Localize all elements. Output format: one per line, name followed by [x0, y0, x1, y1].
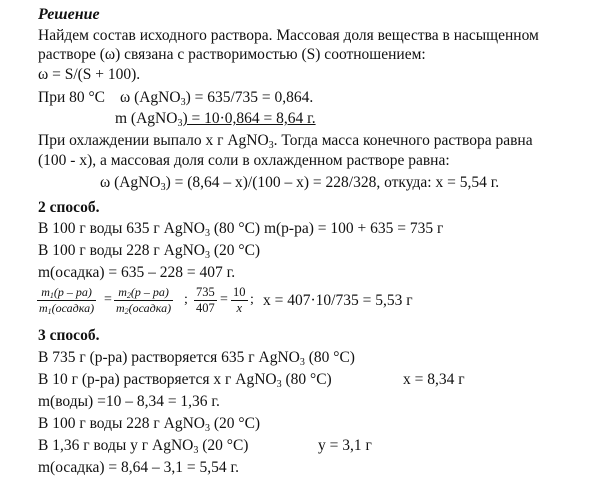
method2-line-3: m(осадка) = 635 – 228 = 407 г. [38, 264, 236, 281]
method3-title: 3 способ. [38, 327, 100, 344]
subscript: 2 [126, 291, 131, 300]
method3-y-result: y = 3,1 г [318, 437, 372, 454]
cooling-line-1-end: . Тогда масса конечного раствора равна [273, 132, 533, 149]
fraction-1 [37, 286, 96, 315]
intro-line-2: растворе (ω) связана с растворимостью (S) соотношением: [38, 46, 426, 63]
method3-line-2 [38, 371, 332, 389]
method2-line-1-start: В 100 г воды 635 г AgNO [38, 220, 205, 237]
fraction-1-den-text: (осадка) [51, 301, 95, 315]
method3-line-2-start: В 10 г (р-ра) растворяется x г AgNO [38, 371, 277, 388]
omega-expr-start: ω (AgNO [120, 89, 181, 106]
subscript: 1 [49, 291, 54, 300]
method3-line-4 [38, 415, 260, 433]
method2-line-2-end: (20 °C) [209, 242, 261, 259]
fraction-4-denominator: x [236, 301, 243, 315]
method3-line-2-end: (80 °C) [281, 371, 332, 388]
fraction-3-denominator: 407 [196, 301, 215, 315]
method3-line-1 [38, 349, 355, 367]
fraction-3-numerator: 735 [196, 285, 215, 299]
subscript: 3 [276, 379, 282, 390]
method3-line-5-end: (20 °C) [198, 437, 249, 454]
method3-line-4-end: (20 °C) [209, 415, 261, 432]
fraction-2-numerator [116, 286, 171, 299]
method2-line-2-start: В 100 г воды 228 г AgNO [38, 242, 205, 259]
subscript: 3 [204, 250, 210, 261]
cooling-line-3 [100, 174, 499, 192]
method3-line-5-start: В 1,36 г воды y г AgNO [38, 437, 194, 454]
cooling-line-1 [38, 132, 533, 150]
subscript: 3 [204, 423, 210, 434]
method3-line-6: m(осадка) = 8,64 – 3,1 = 5,54 г. [38, 459, 239, 476]
method2-result: x = 407·10/735 = 5,53 г [263, 292, 413, 309]
method2-line-1-end: (80 °C) m(р-ра) = 100 + 635 = 735 г [209, 220, 444, 237]
fraction-2-denominator [114, 302, 173, 315]
fraction-4 [231, 286, 248, 315]
method2-line-1 [38, 220, 443, 238]
subscript: 3 [299, 357, 305, 368]
subscript: 2 [124, 307, 129, 316]
fraction-2 [114, 286, 173, 315]
subscript: 3 [204, 228, 210, 239]
method2-line-2 [38, 242, 260, 260]
mass-symbol: m [41, 285, 50, 299]
equals-sign: = [104, 292, 112, 307]
intro-line-1: Найдем состав исходного раствора. Массовая доля вещества в насыщенном [38, 27, 539, 44]
method3-line-4-start: В 100 г воды 228 г AgNO [38, 415, 205, 432]
step80-mass [115, 110, 316, 128]
mass-symbol: m [118, 285, 127, 299]
subscript: 1 [47, 307, 52, 316]
intro-line-3: ω = S/(S + 100). [38, 66, 141, 83]
method3-x-result: x = 8,34 г [403, 371, 465, 388]
fraction-2-den-text: (осадка) [128, 301, 172, 315]
fraction-2-num-text: (р – ра) [130, 285, 169, 299]
subscript: 3 [193, 445, 199, 456]
semicolon: ; [184, 292, 188, 307]
mass-expr-start: m (AgNO [115, 110, 178, 127]
equals-sign-2: = [220, 292, 228, 307]
mass-symbol: m [39, 301, 48, 315]
fraction-4-numerator: 10 [233, 285, 246, 299]
fraction-1-numerator [39, 286, 94, 299]
fraction-1-denominator [37, 302, 96, 315]
heading: Решение [38, 6, 100, 23]
mass-symbol: m [116, 301, 125, 315]
step80-omega [120, 89, 313, 107]
method3-line-1-end: (80 °C) [304, 349, 355, 366]
step80-prefix: При 80 °C [38, 89, 106, 106]
mass-expr-end: ) = 10·0,864 = 8,64 г. [182, 110, 316, 127]
method3-line-1-start: В 735 г (р-ра) растворяется 635 г AgNO [38, 349, 300, 366]
cooling-line-3-start: ω (AgNO [100, 174, 161, 191]
subscript: 3 [180, 97, 186, 108]
fraction-3 [194, 286, 217, 315]
subscript: 3 [268, 140, 274, 151]
cooling-line-3-end: ) = (8,64 – x)/(100 – x) = 228/328, откуда: x = 5,54 г. [165, 174, 500, 191]
fraction-1-num-text: (р – ра) [53, 285, 92, 299]
omega-expr-end: ) = 635/735 = 0,864. [185, 89, 314, 106]
cooling-line-1-start: При охлаждении выпало x г AgNO [38, 132, 269, 149]
cooling-line-2: (100 - x), а массовая доля соли в охлажденном растворе равна: [38, 152, 450, 169]
subscript: 3 [160, 182, 166, 193]
method3-line-3: m(воды) =10 – 8,34 = 1,36 г. [38, 393, 220, 410]
method3-line-5 [38, 437, 248, 455]
semicolon-2: ; [250, 292, 254, 307]
method2-title: 2 способ. [38, 199, 100, 216]
subscript: 3 [177, 118, 183, 129]
